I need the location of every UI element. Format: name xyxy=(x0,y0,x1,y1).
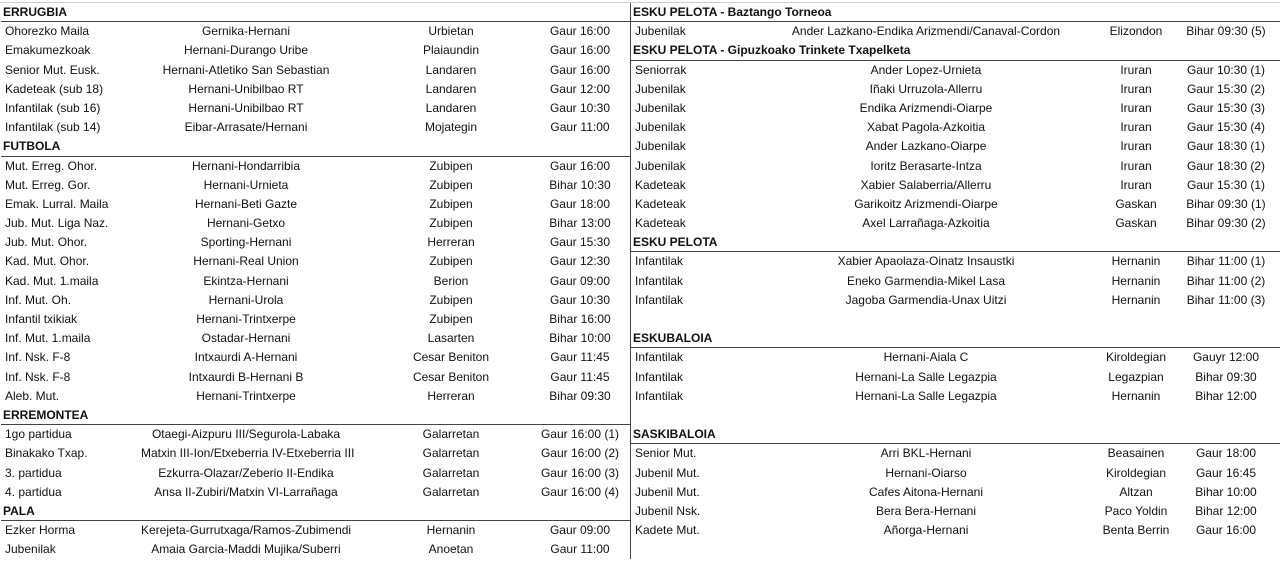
table-row xyxy=(1,291,630,310)
match-cell: Hernani-Durango Uribe xyxy=(183,43,309,58)
match-cell: Eibar-Arrasate/Hernani xyxy=(184,120,308,135)
match-cell: Kerejeta-Gurrutxaga/Ramos-Zubimendi xyxy=(141,523,352,538)
match-cell: Garikoitz Arizmendi-Oiarpe xyxy=(854,196,998,211)
time-cell: Gauyr 12:00 xyxy=(1192,350,1260,365)
venue-cell: Elizondon xyxy=(1109,24,1163,39)
section-heading: PALA xyxy=(1,502,630,521)
match-cell: Ansa II-Zubiri/Matxin VI-Larrañaga xyxy=(154,484,338,499)
category-cell: 3. partidua xyxy=(5,465,62,480)
category-cell: Ezker Horma xyxy=(5,523,76,538)
time-cell: Gaur 16:00 xyxy=(1195,523,1257,538)
venue-cell: Lasarten xyxy=(427,331,475,346)
category-cell: Kadeteak xyxy=(635,216,686,231)
venue-cell: Landaren xyxy=(425,81,477,96)
category-cell: Jubenil Mut. xyxy=(635,465,700,480)
table-row xyxy=(1,22,630,41)
time-cell: Gaur 16:00 xyxy=(549,43,611,58)
venue-cell: Hernanin xyxy=(1111,273,1161,288)
time-cell: Gaur 15:30 (3) xyxy=(1186,100,1266,115)
match-cell: Xabier Apaolaza-Oinatz Insaustki xyxy=(837,254,1015,269)
table-row xyxy=(631,444,1280,463)
time-cell: Gaur 10:30 xyxy=(549,292,611,307)
category-cell: 1go partidua xyxy=(5,427,72,442)
table-row xyxy=(1,233,630,252)
category-cell: Kadeteak xyxy=(635,177,686,192)
time-cell: Gaur 11:00 xyxy=(550,542,610,557)
section-saskibaloia xyxy=(631,425,1280,540)
table-row xyxy=(631,118,1280,137)
match-cell: Ekintza-Hernani xyxy=(203,273,289,288)
venue-cell: Herreran xyxy=(427,388,475,403)
table-row xyxy=(1,195,630,214)
table-row xyxy=(631,195,1280,214)
table-row xyxy=(1,444,630,463)
category-cell: Jubenilak xyxy=(635,158,686,173)
match-cell: Hernani-Real Union xyxy=(193,254,299,269)
venue-cell: Galarretan xyxy=(422,484,480,499)
table-row xyxy=(631,464,1280,483)
match-cell: Ander Lazkano-Endika Arizmendi/Canaval-Cordon xyxy=(791,24,1061,39)
venue-cell: Gaskan xyxy=(1115,196,1157,211)
match-cell: Hernani-Hondarribia xyxy=(191,158,301,173)
match-cell: Hernani-Urola xyxy=(208,292,284,307)
category-cell: Jub. Mut. Ohor. xyxy=(5,235,88,250)
category-cell: Infantilak xyxy=(635,369,684,384)
venue-cell: Galarretan xyxy=(422,465,480,480)
venue-cell: Paco Yoldin xyxy=(1104,503,1168,518)
table-row xyxy=(631,521,1280,540)
section-eskubaloia xyxy=(631,329,1280,425)
time-cell: Gaur 16:00 xyxy=(549,62,611,77)
category-cell: Jubenil Nsk. xyxy=(635,503,701,518)
venue-cell: Galarretan xyxy=(422,446,480,461)
table-row xyxy=(631,348,1280,367)
time-cell: Gaur 15:30 (1) xyxy=(1186,177,1266,192)
time-cell: Gaur 18:00 xyxy=(1195,446,1257,461)
table-row xyxy=(1,272,630,291)
time-cell: Gaur 10:30 xyxy=(549,100,611,115)
category-cell: Kadete Mut. xyxy=(635,523,700,538)
venue-cell: Galarretan xyxy=(422,427,480,442)
section-heading: ESKUBALOIA xyxy=(631,329,1280,348)
match-cell: Sporting-Hernani xyxy=(200,235,292,250)
time-cell: Gaur 18:30 (1) xyxy=(1186,139,1266,154)
table-row xyxy=(1,483,630,502)
match-cell: Ezkurra-Olazar/Zeberio II-Endika xyxy=(158,465,334,480)
table-row xyxy=(631,22,1280,41)
table-row xyxy=(1,348,630,367)
match-cell: Intxaurdi B-Hernani B xyxy=(188,369,304,384)
match-cell: Gernika-Hernani xyxy=(201,24,291,39)
venue-cell: Iruran xyxy=(1120,158,1152,173)
venue-cell: Urbietan xyxy=(428,24,474,39)
time-cell: Bihar 13:00 xyxy=(549,216,611,231)
match-cell: Hernani-Unibilbao RT xyxy=(188,81,304,96)
match-cell: Arri BKL-Hernani xyxy=(880,446,972,461)
time-cell: Bihar 10:00 xyxy=(1195,484,1257,499)
table-row xyxy=(1,368,630,387)
time-cell: Bihar 10:00 xyxy=(549,331,611,346)
time-cell: Gaur 16:00 (3) xyxy=(540,465,620,480)
left-column xyxy=(1,3,630,559)
time-cell: Gaur 16:00 (2) xyxy=(540,446,620,461)
venue-cell: Cesar Beniton xyxy=(412,369,490,384)
table-row xyxy=(631,483,1280,502)
table-row xyxy=(631,502,1280,521)
table-row xyxy=(1,464,630,483)
category-cell: Infantilak (sub 16) xyxy=(5,100,101,115)
section-heading: ESKU PELOTA xyxy=(631,233,1280,252)
table-row xyxy=(631,387,1280,406)
match-cell: Matxin III-Ion/Etxeberria IV-Etxeberria III xyxy=(141,446,355,461)
section-errugbia xyxy=(1,3,630,137)
time-cell: Gaur 10:30 (1) xyxy=(1186,62,1266,77)
category-cell: Kad. Mut. 1.maila xyxy=(5,273,99,288)
venue-cell: Hernanin xyxy=(1111,292,1161,307)
match-cell: Jagoba Garmendia-Unax Uitzi xyxy=(845,292,1007,307)
category-cell: Infantilak (sub 14) xyxy=(5,120,101,135)
category-cell: Senior Mut. Eusk. xyxy=(5,62,100,77)
venue-cell: Gaskan xyxy=(1115,216,1157,231)
match-cell: Iñaki Urruzola-Allerru xyxy=(869,81,983,96)
category-cell: Senior Mut. xyxy=(635,446,697,461)
venue-cell: Iruran xyxy=(1120,62,1152,77)
match-cell: Ander Lopez-Urnieta xyxy=(870,62,982,77)
match-cell: Bera Bera-Hernani xyxy=(875,503,977,518)
match-cell: Eneko Garmendia-Mikel Lasa xyxy=(846,273,1006,288)
match-cell: Hernani-Getxo xyxy=(206,216,286,231)
time-cell: Bihar 10:30 xyxy=(549,177,611,192)
venue-cell: Zubipen xyxy=(429,196,473,211)
category-cell: Jubenilak xyxy=(635,139,686,154)
category-cell: Kad. Mut. Ohor. xyxy=(5,254,90,269)
right-column xyxy=(631,3,1280,540)
table-row xyxy=(631,157,1280,176)
time-cell: Gaur 12:00 xyxy=(549,81,611,96)
match-cell: Hernani-Oiarso xyxy=(885,465,967,480)
venue-cell: Kiroldegian xyxy=(1105,350,1167,365)
venue-cell: Kiroldegian xyxy=(1105,465,1167,480)
match-cell: Xabat Pagola-Azkoitia xyxy=(866,120,986,135)
category-cell: Emak. Lurral. Maila xyxy=(5,196,109,211)
venue-cell: Hernanin xyxy=(426,523,476,538)
venue-cell: Plaiaundin xyxy=(422,43,480,58)
category-cell: 4. partidua xyxy=(5,484,62,499)
category-cell: Infantil txikiak xyxy=(5,312,78,326)
time-cell: Gaur 15:30 (2) xyxy=(1186,81,1266,96)
venue-cell: Mojategin xyxy=(424,120,478,135)
time-cell: Bihar 09:30 xyxy=(1195,369,1257,384)
table-row xyxy=(631,99,1280,118)
category-cell: Jubenil Mut. xyxy=(635,484,700,499)
category-cell: Infantilak xyxy=(635,388,684,403)
venue-cell: Iruran xyxy=(1120,100,1152,115)
section-esku-pelota xyxy=(631,233,1280,329)
category-cell: Infantilak xyxy=(635,350,684,365)
time-cell: Bihar 12:00 xyxy=(1195,388,1257,403)
time-cell: Gaur 11:45 xyxy=(550,369,610,384)
time-cell: Bihar 09:30 (1) xyxy=(1186,196,1266,211)
category-cell: Inf. Mut. 1.maila xyxy=(5,331,91,346)
venue-cell: Iruran xyxy=(1120,81,1152,96)
section-heading: FUTBOLA xyxy=(1,137,630,156)
section-esku-pelota-gipuzkoako-trinkete-txapelketa xyxy=(631,41,1280,233)
match-cell: Hernani-Urnieta xyxy=(203,177,289,192)
table-row xyxy=(1,521,630,540)
venue-cell: Zubipen xyxy=(429,177,473,192)
time-cell: Gaur 09:00 xyxy=(549,273,611,288)
category-cell: Seniorrak xyxy=(635,62,687,77)
category-cell: Binakako Txap. xyxy=(5,446,88,461)
venue-cell: Zubipen xyxy=(429,216,473,231)
match-cell: Hernani-La Salle Legazpia xyxy=(855,369,997,384)
time-cell: Gaur 11:00 xyxy=(550,120,610,135)
time-cell: Bihar 09:30 (2) xyxy=(1186,216,1266,231)
time-cell: Bihar 11:00 (2) xyxy=(1186,273,1266,288)
category-cell: Ohorezko Maila xyxy=(5,24,90,39)
table-row xyxy=(631,137,1280,156)
time-cell: Gaur 16:00 (4) xyxy=(540,484,620,499)
section-heading: ESKU PELOTA - Gipuzkoako Trinkete Txapelketa xyxy=(631,41,1280,60)
time-cell: Gaur 09:00 xyxy=(549,523,611,538)
table-row xyxy=(1,540,630,559)
section-heading: ERRUGBIA xyxy=(1,3,630,22)
table-row xyxy=(1,310,630,329)
venue-cell: Benta Berrin xyxy=(1102,523,1170,538)
category-cell: Jub. Mut. Liga Naz. xyxy=(5,216,109,231)
match-cell: Cafes Aitona-Hernani xyxy=(868,484,984,499)
category-cell: Inf. Nsk. F-8 xyxy=(5,369,71,384)
time-cell: Bihar 11:00 (1) xyxy=(1186,254,1266,269)
venue-cell: Zubipen xyxy=(429,254,473,269)
venue-cell: Altzan xyxy=(1119,484,1153,499)
table-row xyxy=(631,291,1280,310)
venue-cell: Legazpian xyxy=(1108,369,1164,384)
venue-cell: Iruran xyxy=(1120,120,1152,135)
match-cell: Axel Larrañaga-Azkoitia xyxy=(862,216,990,231)
category-cell: Jubenilak xyxy=(635,81,686,96)
match-cell: Xabier Salaberria/Allerru xyxy=(860,177,992,192)
table-row xyxy=(1,214,630,233)
section-futbola xyxy=(1,137,630,406)
table-row xyxy=(1,176,630,195)
table-row xyxy=(1,157,630,176)
time-cell: Gaur 12:30 xyxy=(549,254,611,269)
venue-cell: Zubipen xyxy=(429,292,473,307)
match-cell: Hernani-La Salle Legazpia xyxy=(855,388,997,403)
table-row xyxy=(1,118,630,137)
venue-cell: Landaren xyxy=(425,100,477,115)
section-heading: ESKU PELOTA - Baztango Torneoa xyxy=(631,3,1280,22)
venue-cell: Cesar Beniton xyxy=(412,350,490,365)
section-esku-pelota-baztango-torneoa xyxy=(631,3,1280,41)
table-row xyxy=(1,61,630,80)
venue-cell: Anoetan xyxy=(428,542,474,557)
table-row xyxy=(1,329,630,348)
time-cell: Gaur 16:00 (1) xyxy=(540,427,620,442)
match-cell: Otaegi-Aizpuru III/Segurola-Labaka xyxy=(151,427,341,442)
time-cell: Gaur 18:30 (2) xyxy=(1186,158,1266,173)
time-cell: Gaur 16:00 xyxy=(549,158,611,173)
category-cell: Jubenilak xyxy=(635,120,686,135)
table-row xyxy=(1,252,630,271)
time-cell: Gaur 16:00 xyxy=(549,24,611,39)
category-cell: Inf. Nsk. F-8 xyxy=(5,350,71,365)
table-row xyxy=(1,387,630,406)
time-cell: Bihar 16:00 xyxy=(549,312,611,326)
venue-cell: Berion xyxy=(433,273,469,288)
category-cell: Kadeteak xyxy=(635,196,686,211)
section-heading: ERREMONTEA xyxy=(1,406,630,425)
venue-cell: Iruran xyxy=(1120,177,1152,192)
time-cell: Bihar 12:00 xyxy=(1195,503,1257,518)
category-cell: Infantilak xyxy=(635,292,684,307)
category-cell: Mut. Erreg. Ohor. xyxy=(5,158,98,173)
venue-cell: Hernanin xyxy=(1111,388,1161,403)
venue-cell: Herreran xyxy=(427,235,475,250)
category-cell: Infantilak xyxy=(635,273,684,288)
time-cell: Bihar 11:00 (3) xyxy=(1186,292,1266,307)
category-cell: Emakumezkoak xyxy=(5,43,91,58)
category-cell: Kadeteak (sub 18) xyxy=(5,81,104,96)
table-row xyxy=(631,61,1280,80)
section-erremontea xyxy=(1,406,630,502)
table-row xyxy=(631,80,1280,99)
category-cell: Jubenilak xyxy=(635,100,686,115)
table-row xyxy=(631,272,1280,291)
table-row xyxy=(1,80,630,99)
match-cell: Hernani-Beti Gazte xyxy=(194,196,298,211)
spacer xyxy=(631,406,1280,425)
table-row xyxy=(1,41,630,60)
table-row xyxy=(631,368,1280,387)
time-cell: Gaur 15:30 xyxy=(549,235,611,250)
table-row xyxy=(631,176,1280,195)
match-cell: Hernani-Trintxerpe xyxy=(196,312,296,326)
match-cell: Añorga-Hernani xyxy=(883,523,969,538)
time-cell: Gaur 15:30 (4) xyxy=(1186,120,1266,135)
table-row xyxy=(631,252,1280,271)
time-cell: Gaur 11:45 xyxy=(550,350,610,365)
section-pala xyxy=(1,502,630,560)
category-cell: Inf. Mut. Oh. xyxy=(5,292,72,307)
table-row xyxy=(631,214,1280,233)
category-cell: Jubenilak xyxy=(5,542,56,557)
match-cell: Hernani-Trintxerpe xyxy=(196,388,296,403)
match-cell: Intxaurdi A-Hernani xyxy=(194,350,298,365)
time-cell: Bihar 09:30 (5) xyxy=(1186,24,1266,39)
section-heading: SASKIBALOIA xyxy=(631,425,1280,444)
time-cell: Gaur 16:45 xyxy=(1195,465,1257,480)
match-cell: Ostadar-Hernani xyxy=(201,331,291,346)
match-cell: Hernani-Atletiko San Sebastian xyxy=(162,62,330,77)
spacer xyxy=(631,310,1280,329)
table-row xyxy=(1,99,630,118)
table-row xyxy=(1,425,630,444)
category-cell: Aleb. Mut. xyxy=(5,388,60,403)
venue-cell: Zubipen xyxy=(429,312,473,326)
venue-cell: Hernanin xyxy=(1111,254,1161,269)
venue-cell: Beasainen xyxy=(1107,446,1165,461)
match-cell: Ioritz Berasarte-Intza xyxy=(870,158,982,173)
time-cell: Gaur 18:00 xyxy=(549,196,611,211)
venue-cell: Iruran xyxy=(1120,139,1152,154)
category-cell: Jubenilak xyxy=(635,24,686,39)
match-cell: Amaia Garcia-Maddi Mujika/Suberri xyxy=(151,542,341,557)
match-cell: Hernani-Aiala C xyxy=(883,350,969,365)
category-cell: Infantilak xyxy=(635,254,684,269)
match-cell: Ander Lazkano-Oiarpe xyxy=(865,139,987,154)
category-cell: Mut. Erreg. Gor. xyxy=(5,177,91,192)
match-cell: Hernani-Unibilbao RT xyxy=(188,100,304,115)
time-cell: Bihar 09:30 xyxy=(549,388,611,403)
venue-cell: Landaren xyxy=(425,62,477,77)
venue-cell: Zubipen xyxy=(429,158,473,173)
match-cell: Endika Arizmendi-Oiarpe xyxy=(859,100,993,115)
